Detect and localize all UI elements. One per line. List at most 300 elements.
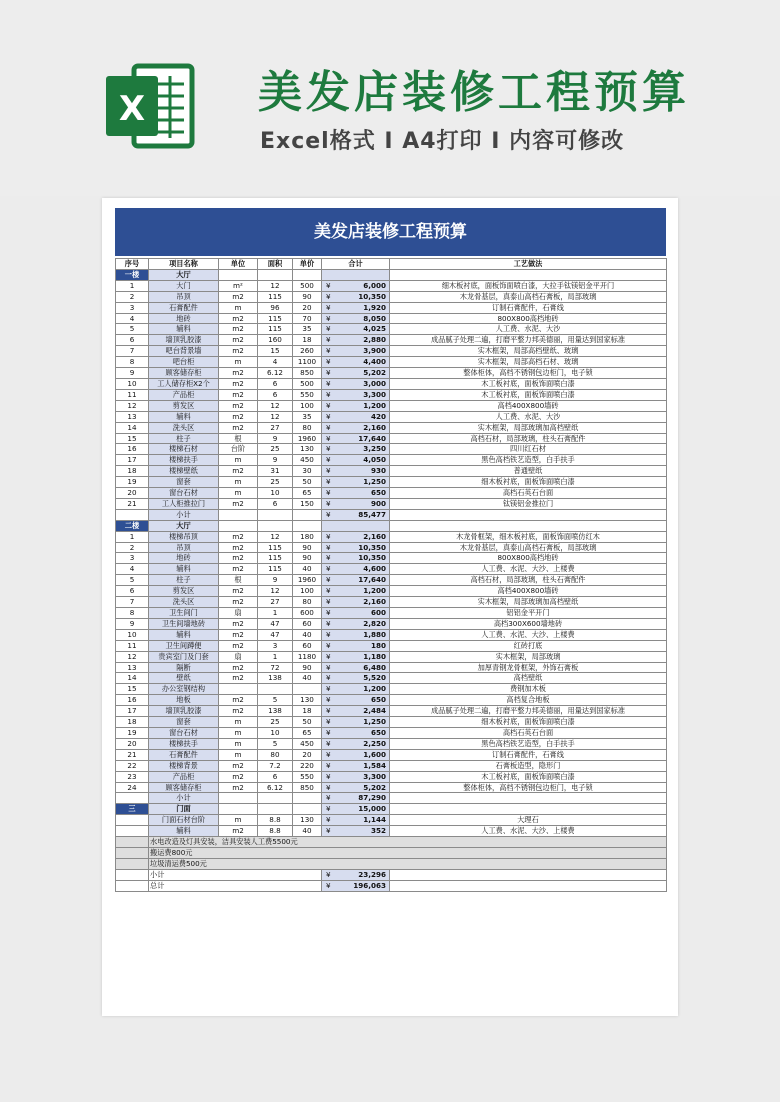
- item-unit: m2: [219, 368, 258, 379]
- row-number: 11: [116, 640, 149, 651]
- item-area: 27: [258, 597, 293, 608]
- empty-cell: [293, 509, 322, 520]
- item-area: 115: [258, 324, 293, 335]
- row-number: 9: [116, 618, 149, 629]
- col-header-number: 序号: [116, 259, 149, 270]
- subtotal-row: [116, 793, 667, 804]
- item-price: 1960: [293, 575, 322, 586]
- empty-cell: [116, 793, 149, 804]
- item-total: [322, 815, 390, 826]
- row-number: 4: [116, 564, 149, 575]
- currency-symbol: ¥: [326, 695, 331, 705]
- item-name: 办公室钢结构: [149, 684, 219, 695]
- item-total: [322, 368, 390, 379]
- item-craft: 普通壁纸: [390, 466, 667, 477]
- currency-symbol: ¥: [326, 869, 331, 879]
- note-text: 垃圾清运费500元: [149, 858, 667, 869]
- item-total: [322, 400, 390, 411]
- section-label: 一楼: [116, 269, 149, 280]
- logo-letter: X: [118, 89, 146, 129]
- row-number: 2: [116, 291, 149, 302]
- row-number: 13: [116, 662, 149, 673]
- row-number: 12: [116, 651, 149, 662]
- item-name: 产品柜: [149, 389, 219, 400]
- item-total: [322, 466, 390, 477]
- item-area: 3: [258, 640, 293, 651]
- item-unit: m: [219, 717, 258, 728]
- amount-value: 1,250: [363, 717, 386, 727]
- final-subtotal-value: [322, 869, 390, 880]
- empty-cell: [390, 520, 667, 531]
- item-area: 1: [258, 608, 293, 619]
- item-craft: 高档石英石台面: [390, 488, 667, 499]
- item-name: 地板: [149, 695, 219, 706]
- amount-value: 900: [370, 498, 386, 508]
- row-number: 8: [116, 357, 149, 368]
- row-number: 22: [116, 760, 149, 771]
- item-unit: m2: [219, 695, 258, 706]
- row-number: 10: [116, 629, 149, 640]
- amount-value: 5,202: [363, 782, 386, 792]
- item-craft: 细木板衬底，面板饰面喷白漆: [390, 477, 667, 488]
- table-row: [116, 378, 667, 389]
- item-unit: 扇: [219, 608, 258, 619]
- item-price: 60: [293, 618, 322, 629]
- table-row: [116, 826, 667, 837]
- item-name: 窗台石材: [149, 727, 219, 738]
- table-body: [116, 269, 667, 891]
- empty-cell: [116, 880, 149, 891]
- item-name: 窗台石材: [149, 488, 219, 499]
- item-name: 卫生间墙地砖: [149, 618, 219, 629]
- item-total: [322, 597, 390, 608]
- item-unit: m2: [219, 564, 258, 575]
- currency-symbol: ¥: [326, 629, 331, 639]
- row-number: 20: [116, 488, 149, 499]
- item-total: [322, 313, 390, 324]
- item-craft: 实木框架，局部高档壁纸、玻璃: [390, 346, 667, 357]
- row-number: [116, 826, 149, 837]
- currency-symbol: ¥: [326, 422, 331, 432]
- amount-value: 4,050: [363, 455, 386, 465]
- item-craft: 高档复合地板: [390, 695, 667, 706]
- subtotal-label: 小计: [149, 793, 219, 804]
- row-number: 17: [116, 455, 149, 466]
- table-row: [116, 717, 667, 728]
- item-total: [322, 542, 390, 553]
- table-row: [116, 324, 667, 335]
- table-row: [116, 608, 667, 619]
- item-area: 115: [258, 313, 293, 324]
- empty-cell: [219, 793, 258, 804]
- col-header-unit: 单位: [219, 259, 258, 270]
- item-total: [322, 280, 390, 291]
- row-number: 19: [116, 727, 149, 738]
- table-row: [116, 346, 667, 357]
- final-subtotal-label: 小计: [149, 869, 322, 880]
- item-unit: m: [219, 727, 258, 738]
- item-price: 90: [293, 542, 322, 553]
- col-header-name: 项目名称: [149, 259, 219, 270]
- currency-symbol: ¥: [326, 738, 331, 748]
- currency-symbol: ¥: [326, 368, 331, 378]
- amount-value: 1,200: [363, 586, 386, 596]
- item-price: 450: [293, 738, 322, 749]
- item-craft: 高档300X600墙地砖: [390, 618, 667, 629]
- item-unit: 根: [219, 575, 258, 586]
- item-name: 辅料: [149, 324, 219, 335]
- empty-cell: [116, 847, 149, 858]
- item-craft: 订制石膏配件，石膏线: [390, 302, 667, 313]
- amount-value: 17,640: [358, 433, 386, 443]
- item-total: [322, 422, 390, 433]
- item-name: 剪发区: [149, 400, 219, 411]
- item-area: 7.2: [258, 760, 293, 771]
- row-number: [116, 815, 149, 826]
- table-row: [116, 564, 667, 575]
- item-craft: 高档400X800墙砖: [390, 400, 667, 411]
- row-number: 2: [116, 542, 149, 553]
- amount-value: 930: [370, 466, 386, 476]
- row-number: 24: [116, 782, 149, 793]
- currency-symbol: ¥: [326, 335, 331, 345]
- empty-cell: [258, 793, 293, 804]
- item-total: [322, 488, 390, 499]
- item-price: 80: [293, 597, 322, 608]
- empty-cell: [258, 269, 293, 280]
- table-row: [116, 422, 667, 433]
- item-price: 30: [293, 466, 322, 477]
- currency-symbol: ¥: [326, 608, 331, 617]
- item-name: 壁纸: [149, 673, 219, 684]
- empty-cell: [293, 520, 322, 531]
- item-name: 辅料: [149, 826, 219, 837]
- amount-value: 1,250: [363, 477, 386, 487]
- col-header-price: 单价: [293, 259, 322, 270]
- item-total: [322, 389, 390, 400]
- table-row: [116, 444, 667, 455]
- item-craft: 红砖打底: [390, 640, 667, 651]
- section-label: 三: [116, 804, 149, 815]
- item-area: 115: [258, 542, 293, 553]
- item-name: 墙顶乳胶漆: [149, 706, 219, 717]
- item-unit: m2: [219, 673, 258, 684]
- item-name: 楼梯背景: [149, 760, 219, 771]
- item-area: 25: [258, 717, 293, 728]
- item-craft: 细木板衬底，面板饰面喷白漆，大拉手钛镁铝金平开门: [390, 280, 667, 291]
- row-number: 7: [116, 597, 149, 608]
- currency-symbol: ¥: [326, 727, 331, 737]
- item-total: [322, 771, 390, 782]
- currency-symbol: ¥: [326, 466, 331, 476]
- item-total: [322, 662, 390, 673]
- table-row: [116, 280, 667, 291]
- section-header-row: [116, 804, 667, 815]
- currency-symbol: ¥: [326, 575, 331, 585]
- empty-cell: [116, 509, 149, 520]
- row-number: 21: [116, 749, 149, 760]
- row-number: 6: [116, 335, 149, 346]
- row-number: 3: [116, 302, 149, 313]
- empty-cell: [390, 793, 667, 804]
- item-price: 500: [293, 378, 322, 389]
- amount-value: 6,000: [363, 280, 386, 290]
- item-unit: m2: [219, 335, 258, 346]
- item-unit: 扇: [219, 651, 258, 662]
- item-price: 850: [293, 368, 322, 379]
- item-area: 72: [258, 662, 293, 673]
- amount-value: 3,300: [363, 771, 386, 781]
- amount-value: 10,350: [358, 542, 386, 552]
- item-area: 12: [258, 531, 293, 542]
- item-price: 40: [293, 564, 322, 575]
- amount-value: 1,600: [363, 749, 386, 759]
- item-price: 90: [293, 662, 322, 673]
- amount-value: 1,144: [363, 815, 386, 825]
- empty-cell: [219, 509, 258, 520]
- amount-value: 2,160: [363, 597, 386, 607]
- item-price: 40: [293, 826, 322, 837]
- row-number: 20: [116, 738, 149, 749]
- item-name: 贵宾室门及门套: [149, 651, 219, 662]
- item-name: 地砖: [149, 313, 219, 324]
- table-row: [116, 368, 667, 379]
- item-total: [322, 608, 390, 619]
- item-name: 吊顶: [149, 291, 219, 302]
- item-craft: 高档壁纸: [390, 673, 667, 684]
- item-price: 1960: [293, 433, 322, 444]
- item-unit: m2: [219, 291, 258, 302]
- table-row: [116, 531, 667, 542]
- table-row: [116, 782, 667, 793]
- item-total: [322, 760, 390, 771]
- currency-symbol: ¥: [326, 400, 331, 410]
- item-area: 1: [258, 651, 293, 662]
- currency-symbol: ¥: [326, 618, 331, 628]
- note-row: [116, 847, 667, 858]
- item-area: 5: [258, 695, 293, 706]
- item-area: 27: [258, 422, 293, 433]
- currency-symbol: ¥: [326, 815, 331, 825]
- item-craft: 木工板衬底，面板饰面喷白漆: [390, 378, 667, 389]
- item-unit: m2: [219, 324, 258, 335]
- item-price: 850: [293, 782, 322, 793]
- table-row: [116, 618, 667, 629]
- item-unit: m2: [219, 826, 258, 837]
- amount-value: 10,350: [358, 553, 386, 563]
- currency-symbol: ¥: [326, 640, 331, 650]
- empty-cell: [390, 269, 667, 280]
- table-row: [116, 586, 667, 597]
- currency-symbol: ¥: [326, 302, 331, 312]
- row-number: 1: [116, 531, 149, 542]
- col-header-area: 面积: [258, 259, 293, 270]
- item-price: 35: [293, 324, 322, 335]
- row-number: 11: [116, 389, 149, 400]
- table-row: [116, 815, 667, 826]
- amount-value: 6,480: [363, 662, 386, 672]
- item-name: 柱子: [149, 575, 219, 586]
- item-name: 窗套: [149, 717, 219, 728]
- empty-cell: [258, 509, 293, 520]
- item-price: 60: [293, 640, 322, 651]
- table-row: [116, 738, 667, 749]
- item-price: 40: [293, 673, 322, 684]
- item-area: 12: [258, 280, 293, 291]
- table-row: [116, 411, 667, 422]
- currency-symbol: ¥: [326, 760, 331, 770]
- row-number: 5: [116, 575, 149, 586]
- item-area: 47: [258, 629, 293, 640]
- table-row: [116, 760, 667, 771]
- item-unit: m2: [219, 422, 258, 433]
- amount-value: 2,160: [363, 531, 386, 541]
- item-name: 产品柜: [149, 771, 219, 782]
- table-row: [116, 542, 667, 553]
- item-name: 剪发区: [149, 586, 219, 597]
- table-row: [116, 357, 667, 368]
- item-price: 1180: [293, 651, 322, 662]
- item-area: 115: [258, 291, 293, 302]
- item-area: 138: [258, 673, 293, 684]
- currency-symbol: ¥: [326, 782, 331, 792]
- currency-symbol: ¥: [326, 673, 331, 683]
- subtotal-value: [322, 793, 390, 804]
- item-total: [322, 531, 390, 542]
- item-price: 90: [293, 291, 322, 302]
- header-row: [116, 259, 667, 270]
- row-number: 8: [116, 608, 149, 619]
- amount-value: 23,296: [358, 869, 386, 879]
- currency-symbol: ¥: [326, 389, 331, 399]
- item-total: [322, 498, 390, 509]
- spreadsheet: [102, 198, 678, 1016]
- note-text: 水电改造及灯具安装，洁具安装人工费5500元: [149, 837, 667, 848]
- row-number: 1: [116, 280, 149, 291]
- item-name: 吧台柜: [149, 357, 219, 368]
- row-number: 19: [116, 477, 149, 488]
- item-name: 柱子: [149, 433, 219, 444]
- item-price: 150: [293, 498, 322, 509]
- item-price: 65: [293, 488, 322, 499]
- item-craft: 高档石英石台面: [390, 727, 667, 738]
- item-total: [322, 575, 390, 586]
- amount-value: 1,920: [363, 302, 386, 312]
- item-total: [322, 455, 390, 466]
- item-area: 5: [258, 738, 293, 749]
- item-unit: m2: [219, 771, 258, 782]
- col-header-craft: 工艺做法: [390, 259, 667, 270]
- currency-symbol: ¥: [326, 444, 331, 454]
- empty-cell: [258, 804, 293, 815]
- item-area: 9: [258, 575, 293, 586]
- amount-value: 87,290: [358, 793, 386, 803]
- amount-value: 2,250: [363, 738, 386, 748]
- item-area: 115: [258, 553, 293, 564]
- item-unit: m: [219, 749, 258, 760]
- item-total: [322, 433, 390, 444]
- item-unit: m: [219, 455, 258, 466]
- currency-symbol: ¥: [326, 324, 331, 334]
- item-craft: 木龙骨基层，真泰山高档石膏板，局部玻璃: [390, 542, 667, 553]
- item-unit: m2: [219, 313, 258, 324]
- item-craft: 人工费、水泥、大沙: [390, 324, 667, 335]
- empty-cell: [390, 869, 667, 880]
- item-area: 6: [258, 771, 293, 782]
- currency-symbol: ¥: [326, 531, 331, 541]
- table-row: [116, 597, 667, 608]
- note-text: 搬运费800元: [149, 847, 667, 858]
- item-name: 石膏配件: [149, 302, 219, 313]
- amount-value: 3,000: [363, 378, 386, 388]
- item-price: 40: [293, 629, 322, 640]
- note-row: [116, 837, 667, 848]
- item-name: 顾客储存柜: [149, 368, 219, 379]
- item-name: 楼梯吊顶: [149, 531, 219, 542]
- item-craft: 四川红石材: [390, 444, 667, 455]
- item-price: 65: [293, 727, 322, 738]
- item-area: 4: [258, 357, 293, 368]
- subtotal-label: 小计: [149, 509, 219, 520]
- table-row: [116, 477, 667, 488]
- item-price: 20: [293, 749, 322, 760]
- item-total: [322, 695, 390, 706]
- amount-value: 650: [370, 695, 386, 705]
- table-row: [116, 466, 667, 477]
- table-row: [116, 651, 667, 662]
- item-price: 18: [293, 335, 322, 346]
- table-row: [116, 455, 667, 466]
- item-unit: 根: [219, 433, 258, 444]
- page-subtitle: Excel格式 I A4打印 I 内容可修改: [260, 129, 625, 154]
- item-craft: 木工板衬底，面板饰面喷白漆: [390, 389, 667, 400]
- row-number: 15: [116, 433, 149, 444]
- item-unit: m2: [219, 640, 258, 651]
- item-name: 楼梯石材: [149, 444, 219, 455]
- item-craft: 实木框架，局部玻璃加高档壁纸: [390, 597, 667, 608]
- amount-value: 3,900: [363, 346, 386, 356]
- currency-symbol: ¥: [326, 597, 331, 607]
- currency-symbol: ¥: [326, 509, 331, 519]
- item-total: [322, 684, 390, 695]
- item-name: 工人储存柜X2个: [149, 378, 219, 389]
- item-name: 楼梯壁纸: [149, 466, 219, 477]
- amount-value: 15,000: [358, 804, 386, 814]
- final-subtotal-row: [116, 869, 667, 880]
- item-unit: m2: [219, 389, 258, 400]
- item-craft: 订制石膏配件，石膏线: [390, 749, 667, 760]
- empty-cell: [390, 509, 667, 520]
- item-area: [258, 684, 293, 695]
- item-name: 大门: [149, 280, 219, 291]
- item-unit: m: [219, 302, 258, 313]
- table-row: [116, 662, 667, 673]
- currency-symbol: ¥: [326, 749, 331, 759]
- item-area: 6: [258, 378, 293, 389]
- currency-symbol: ¥: [326, 826, 331, 836]
- item-craft: 高档石材，局部玻璃，柱头石膏配件: [390, 433, 667, 444]
- item-name: 卫生间蹲便: [149, 640, 219, 651]
- item-unit: m2: [219, 629, 258, 640]
- amount-value: 2,820: [363, 618, 386, 628]
- item-name: 楼梯扶手: [149, 738, 219, 749]
- row-number: 7: [116, 346, 149, 357]
- item-area: 9: [258, 433, 293, 444]
- item-unit: [219, 684, 258, 695]
- item-unit: m2: [219, 531, 258, 542]
- table-row: [116, 749, 667, 760]
- empty-cell: [293, 793, 322, 804]
